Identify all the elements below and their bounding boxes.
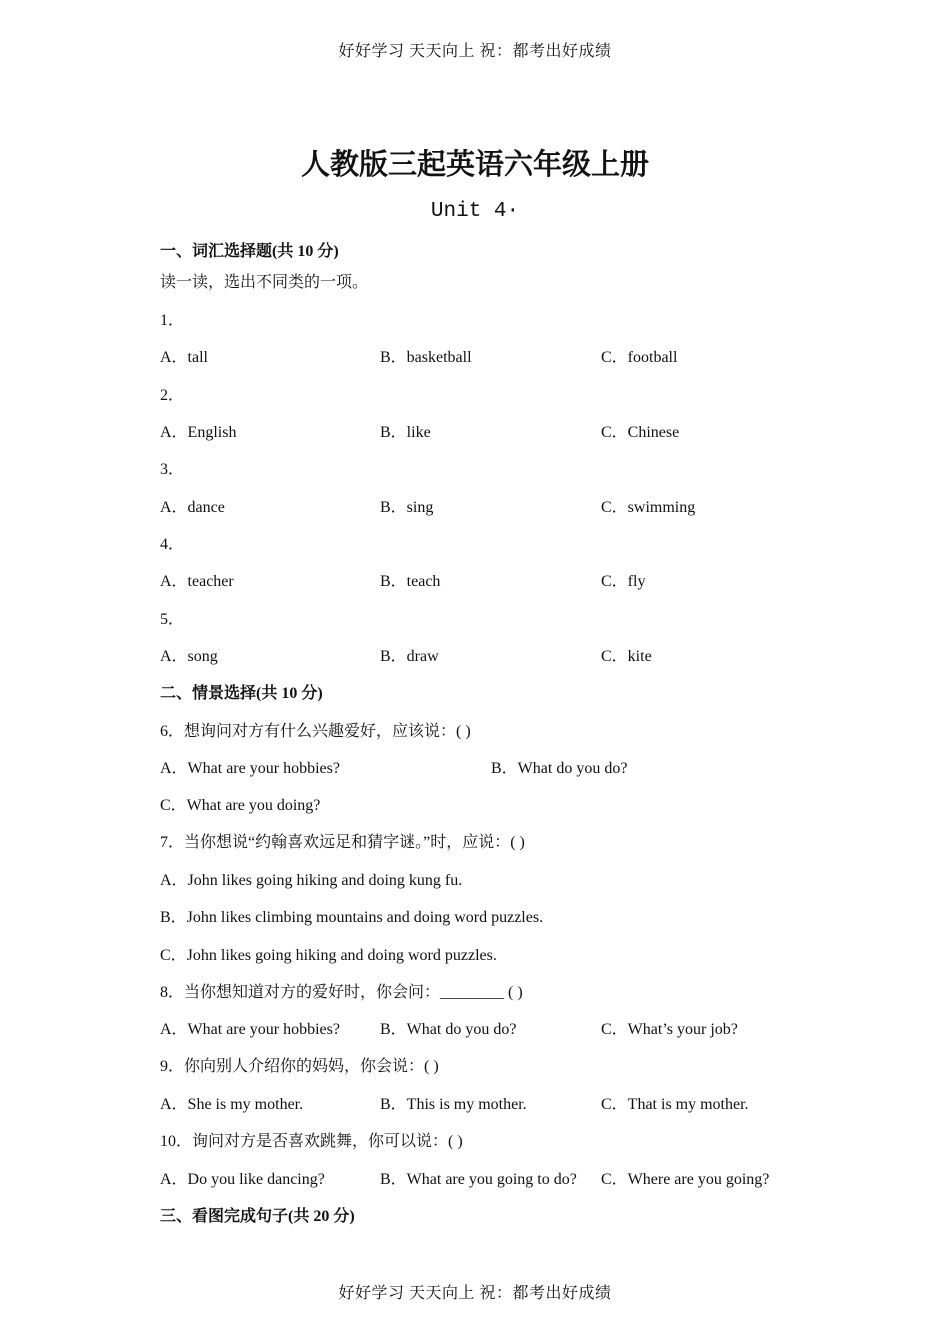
section3-heading: 三、看图完成句子(共 20 分) <box>160 1208 355 1225</box>
question-stem: 7．当你想说“约翰喜欢远足和猜字谜。”时，应说：( ) <box>160 834 525 851</box>
option-c: C．Chinese <box>601 424 680 441</box>
option-a: A．song <box>160 648 218 665</box>
option-a: A．What are your hobbies? <box>160 1021 340 1038</box>
question-stem: 9．你向别人介绍你的妈妈，你会说：( ) <box>160 1058 439 1075</box>
option-c: C．Where are you going? <box>601 1171 770 1188</box>
option-a: A．dance <box>160 499 225 516</box>
option-a: A．English <box>160 424 237 441</box>
question-number: 4． <box>160 536 185 553</box>
question-number: 1． <box>160 312 185 329</box>
option-a: A．Do you like dancing? <box>160 1171 325 1188</box>
option-b: B．sing <box>380 499 434 516</box>
page-title: 人教版三起英语六年级上册 <box>300 147 649 181</box>
question-number: 2． <box>160 387 185 404</box>
option-c: C．kite <box>601 648 652 665</box>
section2-heading: 二、情景选择(共 10 分) <box>160 685 323 702</box>
option-a: A．What are your hobbies? <box>160 760 340 777</box>
section1-instruction: 读一读，选出不同类的一项。 <box>160 274 369 291</box>
option-b: B．What do you do? <box>491 760 628 777</box>
option-a: A．tall <box>160 349 208 366</box>
option-a: A．John likes going hiking and doing kung fu. <box>160 872 463 889</box>
option-b: B．This is my mother. <box>380 1096 527 1113</box>
option-c: C．What are you doing? <box>160 797 321 814</box>
option-c: C．swimming <box>601 499 696 516</box>
option-b: B．draw <box>380 648 439 665</box>
option-a: A．She is my mother. <box>160 1096 304 1113</box>
option-c: C．fly <box>601 573 646 590</box>
page-subtitle: Unit 4· <box>430 200 520 223</box>
option-c: C．What’s your job? <box>601 1021 738 1038</box>
question-number: 3． <box>160 461 185 478</box>
option-a: A．teacher <box>160 573 234 590</box>
question-stem: 8．当你想知道对方的爱好时，你会问：________ ( ) <box>160 984 523 1001</box>
section1-heading: 一、词汇选择题(共 10 分) <box>160 243 339 260</box>
option-b: B．John likes climbing mountains and doing word puzzles. <box>160 909 544 926</box>
option-b: B．teach <box>380 573 441 590</box>
page-header: 好好学习 天天向上 祝：都考出好成绩 <box>338 43 612 60</box>
option-b: B．What do you do? <box>380 1021 517 1038</box>
option-c: C．That is my mother. <box>601 1096 749 1113</box>
option-b: B．What are you going to do? <box>380 1171 577 1188</box>
option-b: B．basketball <box>380 349 472 366</box>
option-c: C．John likes going hiking and doing word puzzles. <box>160 947 497 964</box>
question-stem: 6．想询问对方有什么兴趣爱好，应该说：( ) <box>160 723 471 740</box>
option-c: C．football <box>601 349 678 366</box>
page-footer: 好好学习 天天向上 祝：都考出好成绩 <box>338 1285 612 1302</box>
question-stem: 10．询问对方是否喜欢跳舞，你可以说：( ) <box>160 1133 463 1150</box>
option-b: B．like <box>380 424 431 441</box>
question-number: 5． <box>160 611 185 628</box>
